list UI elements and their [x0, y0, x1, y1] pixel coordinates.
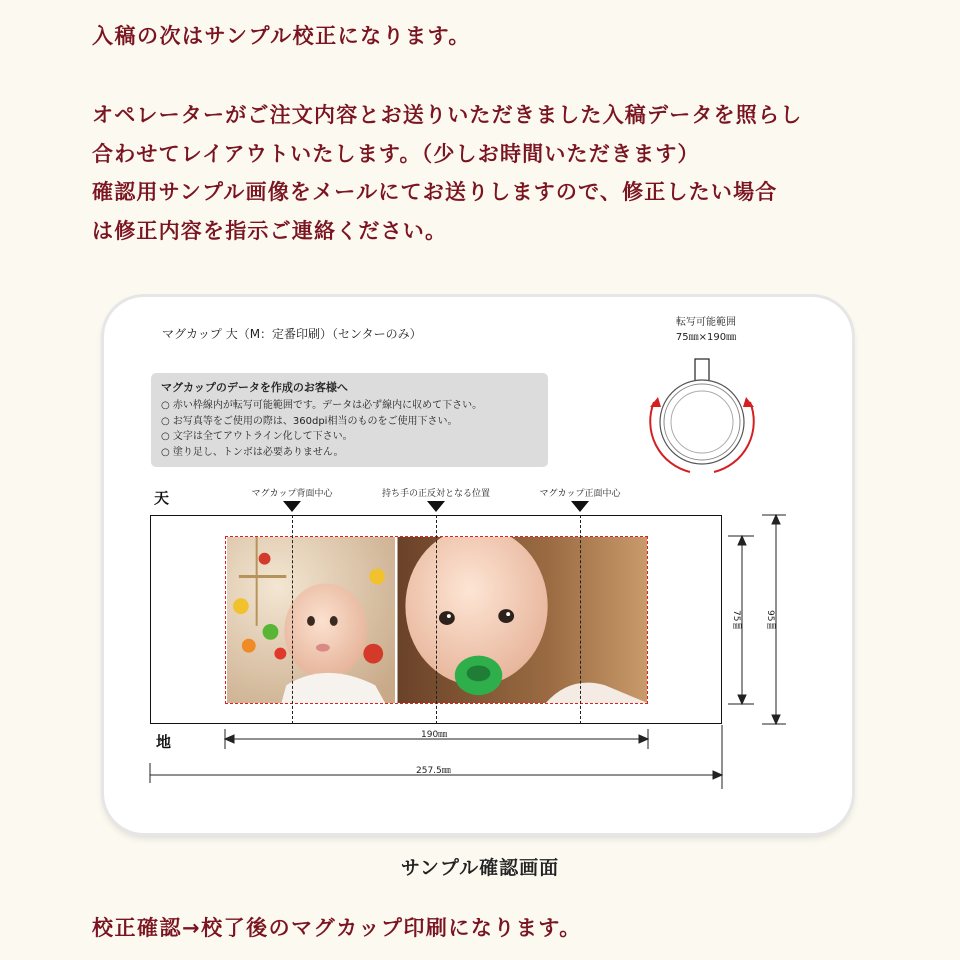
dim-print-height: 75㎜: [731, 610, 741, 631]
dim-total-height: 95㎜: [765, 610, 775, 631]
dimension-lines: [104, 297, 852, 833]
sample-card: [104, 297, 852, 833]
sample-caption: サンプル確認画面: [400, 857, 560, 879]
marker-front-center: マグカップ正面中心: [539, 489, 621, 499]
transfer-size: 75㎜×190㎜: [675, 332, 737, 343]
description-line: 合わせてレイアウトいたします。（少しお時間いただきます）: [92, 141, 700, 166]
dim-print-width: 190㎜: [421, 730, 448, 740]
note-item: ○ 赤い枠線内が転写可能範囲です。データは必ず線内に収めて下さい。: [161, 400, 483, 411]
description-line: 確認用サンプル画像をメールにてお送りしますので、修正したい場合: [92, 180, 778, 204]
closing-heading: 校正確認→校了後のマグカップ印刷になります。: [92, 916, 582, 940]
marker-back-center: マグカップ背面中心: [251, 489, 333, 499]
bottom-side-label: 地: [156, 733, 172, 751]
intro-heading: 入稿の次はサンプル校正になります。: [92, 24, 471, 48]
top-side-label: 天: [154, 489, 170, 507]
description: [92, 96, 802, 250]
transfer-label: 転写可能範囲: [676, 317, 736, 328]
dim-total-width: 257.5㎜: [416, 766, 451, 776]
note-item: ○ 文字は全てアウトライン化して下さい。: [161, 431, 353, 442]
marker-opposite-handle: 持ち手の正反対となる位置: [381, 489, 491, 499]
notes-title: マグカップのデータを作成のお客様へ: [161, 381, 348, 394]
note-item: ○ 塗り足し、トンボは必要ありません。: [161, 446, 344, 458]
product-title: マグカップ 大（M：定番印刷）（センターのみ）: [162, 327, 422, 341]
description-line: は修正内容を指示ご連絡ください。: [92, 218, 448, 243]
description-line: オペレーターがご注文内容とお送りいただきました入稿データを照らし: [92, 103, 803, 127]
note-item: ○ お写真等をご使用の際は、360dpi相当のものをご使用下さい。: [161, 415, 458, 427]
